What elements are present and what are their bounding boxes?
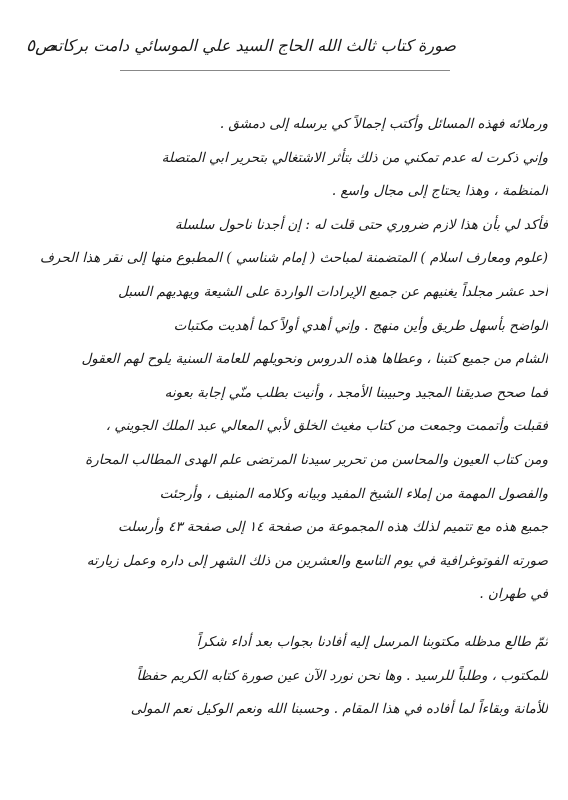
text-line: وإني ذكرت له عدم تمكني من ذلك بتأثر الاشتغالي بتحرير ابي المتصلة <box>161 149 548 166</box>
text-line: صورته الفوتوغرافية في يوم التاسع والعشرين من ذلك الشهر إلى داره وعمل زيارته <box>86 552 548 569</box>
text-line: الواضح بأسهل طريق وأين منهج . وإني أهدي أولاً كما أهديت مكتبات <box>173 317 548 334</box>
text-line: فأكد لي بأن هذا لازم ضروري حتى قلت له : إن أجدنا ناحول سلسلة <box>174 216 548 233</box>
text-line: للمكتوب ، وطلباً للرسيد . وها نحن نورد الآن عين صورة كتابه الكريم حفظاً <box>136 667 548 684</box>
text-line: في طهران . <box>479 586 548 603</box>
text-line: ومن كتاب العيون والمحاسن من تحرير سيدنا المرتضى علم الهدى المطالب المحارة <box>85 451 548 468</box>
text-line: أحد عشر مجلداً يغنيهم عن جميع الإيرادات الواردة على الشيعة ويهديهم السبل <box>118 283 548 300</box>
text-line: والفصول المهمة من إملاء الشيخ المفيد وبيانه وكلامه المنيف ، وأرجئت <box>159 485 548 502</box>
text-line: فما صحح صديقنا المجيد وحبيبنا الأمجد ، وأنيت بطلب منّي إجابة بعونه <box>164 384 548 401</box>
text-line: (علوم ومعارف اسلام ) المتضمنة لمباحث ( إمام شناسي ) المطبوع منها إلى نقر هذا الحرف <box>39 250 548 267</box>
text-line: جميع هذه مع تتميم لذلك هذه المجموعة من صفحة ١٤ إلى صفحة ٤٣ وأرسلت <box>118 519 548 536</box>
text-line: فقبلت وأتممت وجمعت من كتاب مغيث الخلق لأبي المعالي عبد الملك الجويني ، <box>105 418 548 435</box>
text-line: ورملائه فهذه المسائل وأكتب إجمالاً كي يرسله إلى دمشق . <box>219 116 548 132</box>
header-rule <box>120 70 450 71</box>
text-line: للأمانة وبقاءاً لما أفاده في هذا المقام . وحسبنا الله ونعم الوكيل نعم المولى <box>130 701 548 718</box>
page-header: صورة كتاب ثالث الله الحاج السيد علي الموسائي دامت بركاته <box>49 36 456 55</box>
text-line: المنظمة ، وهذا يحتاج إلى مجال واسع . <box>331 183 548 200</box>
text-line: الشام من جميع كتبنا ، وعطاها هذه الدروس ونحويلهم للعامة السنية يلوح لهم العقول <box>81 351 548 368</box>
text-line: ثمّ طالع مدظله مكتوبنا المرسل إليه أفادنا بجواب بعد أداء شكراً <box>196 633 548 650</box>
document-body <box>14 108 548 727</box>
page-number: ص٥ <box>26 36 56 56</box>
